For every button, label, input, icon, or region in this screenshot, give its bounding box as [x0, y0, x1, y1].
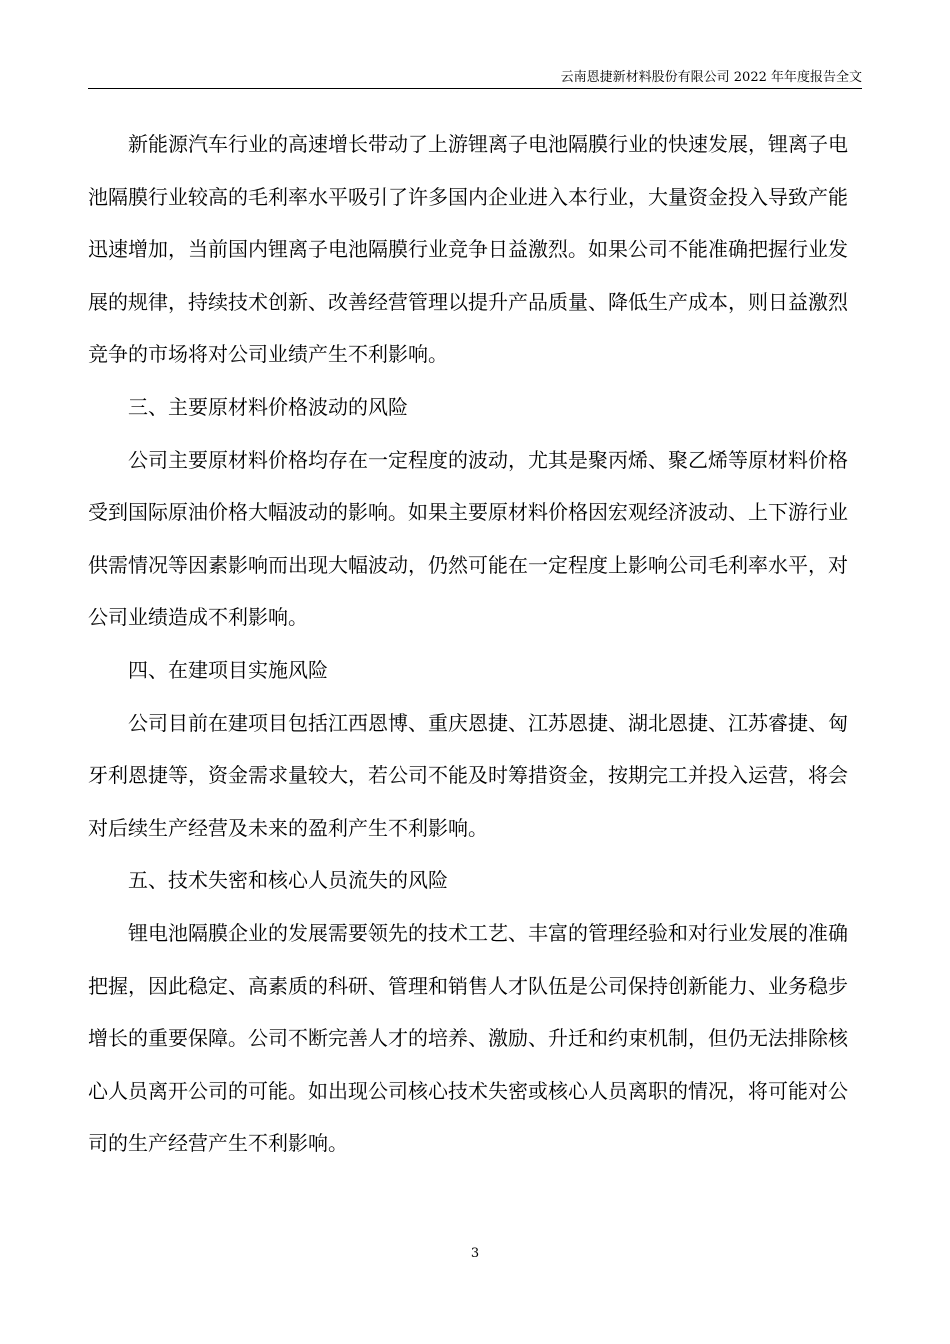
paragraph-competition-risk: 新能源汽车行业的高速增长带动了上游锂离子电池隔膜行业的快速发展，锂离子电池隔膜行业较高的毛利率水平吸引了许多国内企业进入本行业，大量资金投入导致产能迅速增加，当前国内锂离子电池隔膜行业竞争日益激烈。如果公司不能准确把握行业发展的规律，持续技术创新、改善经营管理以提升产品质量、降低生产成本，则日益激烈竞争的市场将对公司业绩产生不利影响。 — [88, 132, 848, 367]
section-heading-talent-risk: 五、技术失密和核心人员流失的风险 — [128, 868, 448, 893]
report-title: 云南恩捷新材料股份有限公司 2022 年年度报告全文 — [560, 70, 862, 85]
paragraph-project-risk: 公司目前在建项目包括江西恩博、重庆恩捷、江苏恩捷、湖北恩捷、江苏睿捷、匈牙利恩捷等，资金需求量较大，若公司不能及时筹措资金，按期完工并投入运营，将会对后续生产经营及未来的盈利产生不利影响。 — [88, 710, 848, 840]
paragraph-talent-risk: 锂电池隔膜企业的发展需要领先的技术工艺、丰富的管理经验和对行业发展的准确把握，因此稳定、高素质的科研、管理和销售人才队伍是公司保持创新能力、业务稳步增长的重要保障。公司不断完善人才的培养、激励、升迁和约束机制，但仍无法排除核心人员离开公司的可能。如出现公司核心技术失密或核心人员离职的情况，将可能对公司的生产经营产生不利影响。 — [88, 920, 848, 1156]
document-body — [88, 118, 848, 1170]
paragraph-raw-material-risk: 公司主要原材料价格均存在一定程度的波动，尤其是聚丙烯、聚乙烯等原材料价格受到国际原油价格大幅波动的影响。如果主要原材料价格因宏观经济波动、上下游行业供需情况等因素影响而出现大幅波动，仍然可能在一定程度上影响公司毛利率水平，对公司业绩造成不利影响。 — [88, 447, 848, 630]
section-heading-raw-material-risk: 三、主要原材料价格波动的风险 — [128, 394, 408, 419]
page-header — [88, 60, 862, 89]
section-heading-project-risk: 四、在建项目实施风险 — [128, 657, 328, 682]
page-number: 3 — [470, 1246, 480, 1261]
